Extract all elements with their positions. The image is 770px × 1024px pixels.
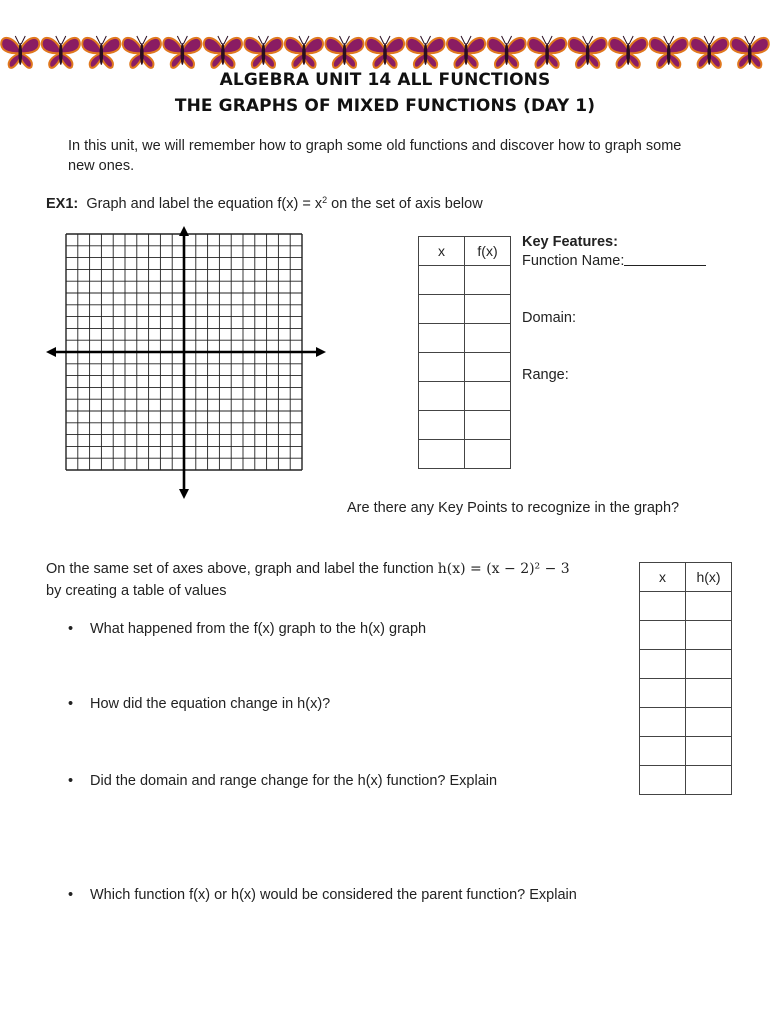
butterfly-body <box>221 43 225 65</box>
table-row <box>419 440 511 469</box>
table-cell[interactable] <box>465 353 511 382</box>
table-header-row <box>419 237 511 266</box>
bullet-icon: • <box>68 773 74 789</box>
domain-label: Domain: <box>522 310 576 326</box>
question-text: How did the equation change in h(x)? <box>90 696 331 712</box>
table-row <box>419 324 511 353</box>
butterfly-icon <box>609 36 647 68</box>
table-cell[interactable] <box>640 621 686 650</box>
table-cell[interactable] <box>465 382 511 411</box>
key-points-question: Are there any Key Points to recognize in the graph? <box>347 500 680 516</box>
table-row <box>640 679 732 708</box>
butterfly-body <box>181 43 185 65</box>
example-1-text-end: on the set of axis below <box>327 196 483 212</box>
butterfly-icon <box>528 36 566 68</box>
butterfly-icon <box>650 36 688 68</box>
page-subtitle: THE GRAPHS OF MIXED FUNCTIONS (DAY 1) <box>174 96 596 116</box>
question-item <box>68 771 497 791</box>
butterfly-icon <box>204 36 242 68</box>
hx-equation: h(x) = (x − 2)² − 3 <box>437 561 570 577</box>
table-row <box>640 621 732 650</box>
butterfly-icon <box>1 36 39 68</box>
table-header-row <box>640 563 732 592</box>
table-cell[interactable] <box>640 766 686 795</box>
bullet-icon: • <box>68 621 74 637</box>
arrow-down-icon <box>179 489 189 499</box>
table-cell[interactable] <box>419 266 465 295</box>
table-cell[interactable] <box>686 708 732 737</box>
table-cell[interactable] <box>465 295 511 324</box>
butterfly-body <box>667 43 671 65</box>
table-row <box>640 766 732 795</box>
value-table-hx <box>639 562 732 795</box>
table-row <box>640 592 732 621</box>
table-row <box>419 382 511 411</box>
table-cell[interactable] <box>465 266 511 295</box>
question-text: What happened from the f(x) graph to the h(x) graph <box>90 621 427 637</box>
table-cell[interactable] <box>686 621 732 650</box>
table-cell[interactable] <box>465 411 511 440</box>
arrow-right-icon <box>316 347 326 357</box>
function-name-label: Function Name: <box>522 253 625 269</box>
question-item <box>68 885 577 905</box>
table-cell[interactable] <box>686 679 732 708</box>
function-name-blank[interactable] <box>624 251 706 266</box>
butterfly-icon <box>163 36 201 68</box>
table-cell[interactable] <box>419 440 465 469</box>
table-cell[interactable] <box>686 650 732 679</box>
table-cell[interactable] <box>640 592 686 621</box>
butterfly-icon <box>690 36 728 68</box>
value-table-fx <box>418 236 511 469</box>
butterfly-icon <box>488 36 526 68</box>
coordinate-grid[interactable] <box>44 226 328 500</box>
butterfly-icon <box>569 36 607 68</box>
function-name-field <box>522 251 706 271</box>
butterfly-body <box>545 43 549 65</box>
table-cell[interactable] <box>686 737 732 766</box>
butterfly-icon <box>325 36 363 68</box>
table-header-cell: x <box>640 563 686 592</box>
table-cell[interactable] <box>465 440 511 469</box>
butterfly-icon <box>406 36 444 68</box>
butterfly-icon <box>285 36 323 68</box>
arrow-up-icon <box>179 226 189 236</box>
butterfly-border <box>0 34 770 70</box>
question-item <box>68 619 426 639</box>
key-features-title: Key Features: <box>522 234 618 250</box>
table-cell[interactable] <box>640 679 686 708</box>
table-row <box>640 650 732 679</box>
butterfly-body <box>424 43 428 65</box>
butterfly-body <box>383 43 387 65</box>
part-2-instruction <box>46 559 570 579</box>
table-cell[interactable] <box>686 592 732 621</box>
intro-text: In this unit, we will remember how to graph some old functions and discover how to graph some new ones. <box>68 138 682 174</box>
butterfly-body <box>748 43 752 65</box>
butterfly-body <box>140 43 144 65</box>
bullet-icon: • <box>68 696 74 712</box>
butterfly-icon <box>244 36 282 68</box>
table-row <box>419 295 511 324</box>
butterfly-icon <box>731 36 769 68</box>
butterfly-body <box>464 43 468 65</box>
range-label: Range: <box>522 367 569 383</box>
table-row <box>419 411 511 440</box>
butterfly-icon <box>82 36 120 68</box>
table-row <box>419 353 511 382</box>
butterfly-body <box>586 43 590 65</box>
table-row <box>640 737 732 766</box>
table-cell[interactable] <box>419 382 465 411</box>
table-cell[interactable] <box>419 353 465 382</box>
bullet-icon: • <box>68 887 74 903</box>
example-1-text: Graph and label the equation f(x) = x <box>86 196 323 212</box>
question-text: Which function f(x) or h(x) would be considered the parent function? Explain <box>90 887 577 903</box>
exponent: 2 <box>322 195 328 205</box>
table-cell[interactable] <box>419 324 465 353</box>
part-2-text: On the same set of axes above, graph and label the function <box>46 561 434 577</box>
table-cell[interactable] <box>640 650 686 679</box>
butterfly-body <box>302 43 306 65</box>
example-1-instruction <box>46 194 483 214</box>
question-item <box>68 694 330 714</box>
page-title: ALGEBRA UNIT 14 ALL FUNCTIONS <box>219 70 551 90</box>
table-cell[interactable] <box>686 766 732 795</box>
butterfly-icon <box>123 36 161 68</box>
table-cell[interactable] <box>640 708 686 737</box>
table-cell[interactable] <box>419 411 465 440</box>
table-cell[interactable] <box>640 737 686 766</box>
arrow-left-icon <box>46 347 56 357</box>
butterfly-icon <box>447 36 485 68</box>
part-2-instruction-line2: by creating a table of values <box>46 583 227 599</box>
butterfly-body <box>707 43 711 65</box>
example-1-label: EX1: <box>46 196 79 212</box>
butterfly-body <box>262 43 266 65</box>
table-row <box>419 266 511 295</box>
butterfly-body <box>343 43 347 65</box>
butterfly-body <box>18 43 22 65</box>
table-cell[interactable] <box>419 295 465 324</box>
butterfly-body <box>100 43 104 65</box>
table-row <box>640 708 732 737</box>
butterfly-body <box>505 43 509 65</box>
table-header-cell: x <box>419 237 465 266</box>
butterfly-body <box>626 43 630 65</box>
butterfly-icon <box>366 36 404 68</box>
table-header-cell: h(x) <box>686 563 732 592</box>
butterfly-body <box>59 43 63 65</box>
table-cell[interactable] <box>465 324 511 353</box>
butterfly-icon <box>42 36 80 68</box>
question-text: Did the domain and range change for the h(x) function? Explain <box>90 773 498 789</box>
table-header-cell: f(x) <box>465 237 511 266</box>
